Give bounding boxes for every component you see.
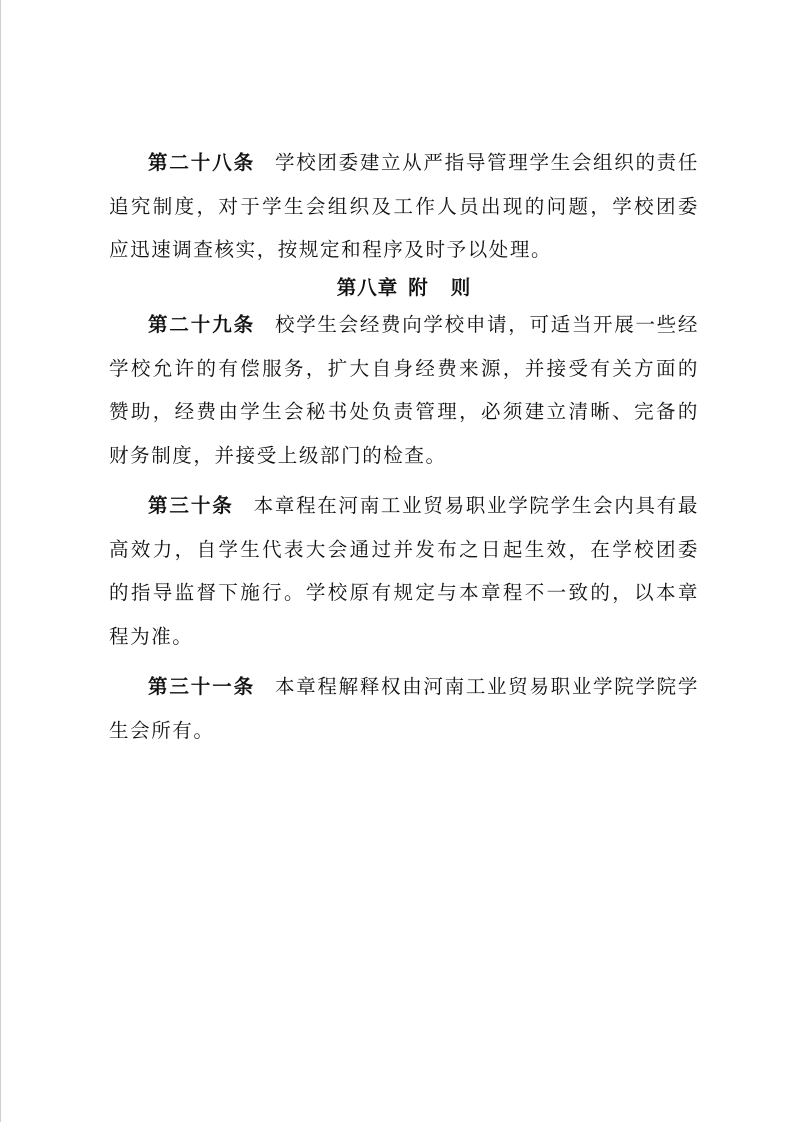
article-number: 第三十条 [148,494,234,517]
article-text: 本章程解释权由河南工业贸易职业学院学院学生会所有。 [109,675,699,742]
article-text: 校学生会经费向学校申请，可适当开展一些经学校允许的有偿服务，扩大自身经费来源，并接受有关方面的赞助，经费由学生会秘书处负责管理，必须建立清晰、完备的财务制度，并接受上级部门的检查。 [109,313,699,467]
article-number: 第三十一条 [148,675,256,698]
chapter-title-part1: 附 [408,275,429,299]
article-text: 学校团委建立从严指导管理学生会组织的责任追究制度，对于学生会组织及工作人员出现的问题，学校团委应迅速调查核实，按规定和程序及时予以处理。 [109,151,699,261]
article-text: 本章程在河南工业贸易职业学院学生会内具有最高效力，自学生代表大会通过并发布之日起生效，在学校团委的指导监督下施行。学校原有规定与本章程不一致的，以本章程为准。 [109,494,699,648]
article-28 [109,141,699,272]
article-29 [109,303,699,477]
article-number: 第二十八条 [148,151,256,174]
chapter-number: 第八章 [336,275,399,299]
chapter-title-part2: 则 [450,275,472,299]
article-31 [109,665,699,752]
article-number: 第二十九条 [148,313,256,336]
document-body [109,141,699,752]
article-30 [109,484,699,658]
